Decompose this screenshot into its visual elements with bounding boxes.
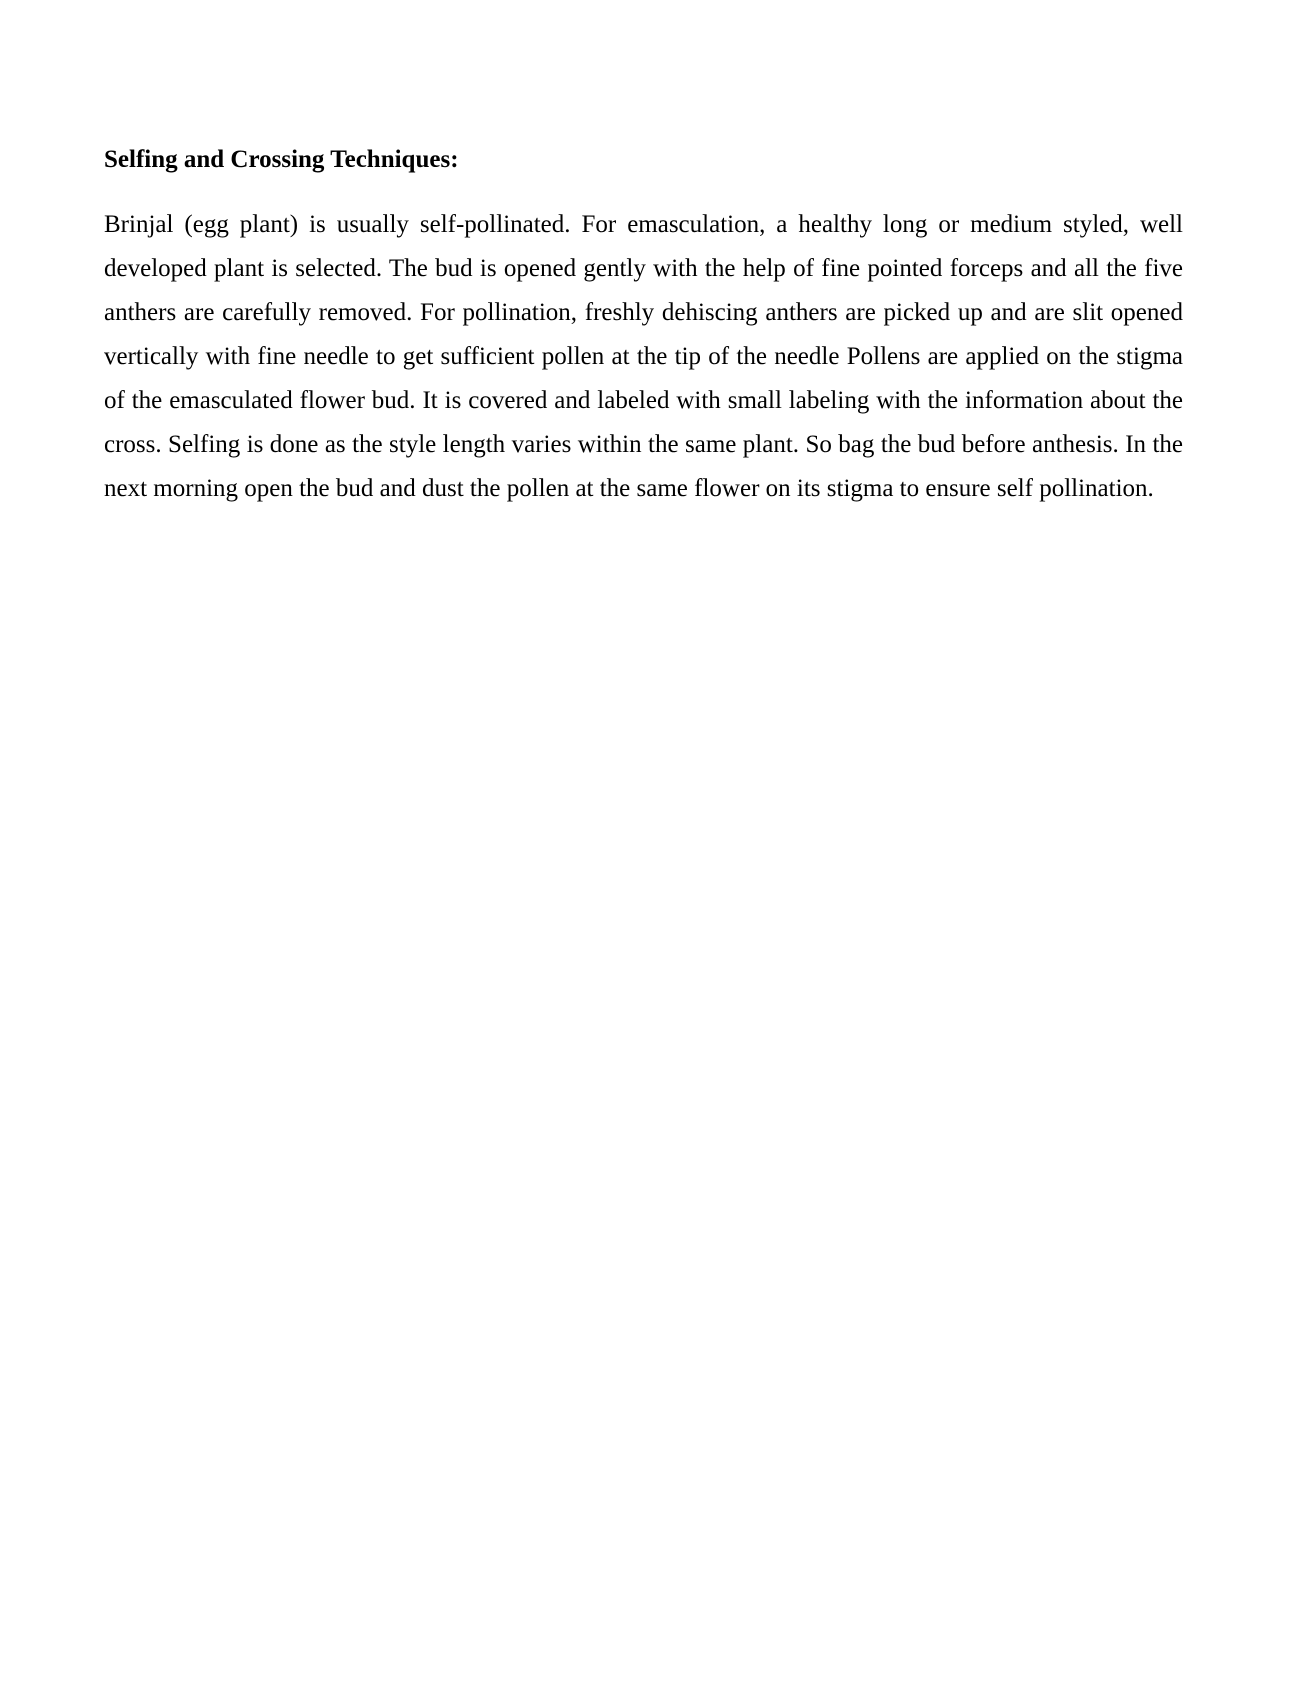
- section-heading: Selfing and Crossing Techniques:: [104, 146, 459, 173]
- body-paragraph: Brinjal (egg plant) is usually self-pollinated. For emasculation, a healthy long or medium styled, well developed plant is selected. The bud is opened gently with the help of fine pointed forceps and all the five anthers are carefully removed. For pollination, freshly dehiscing anthers are picked up and are slit opened vertically with fine needle to get sufficient pollen at the tip of the needle Pollens are applied on the stigma of the emasculated flower bud. It is covered and labeled with small labeling with the information about the cross. Selfing is done as the style length varies within the same plant. So bag the bud before anthesis. In the next morning open the bud and dust the pollen at the same flower on its stigma to ensure self pollination.: [104, 211, 1183, 502]
